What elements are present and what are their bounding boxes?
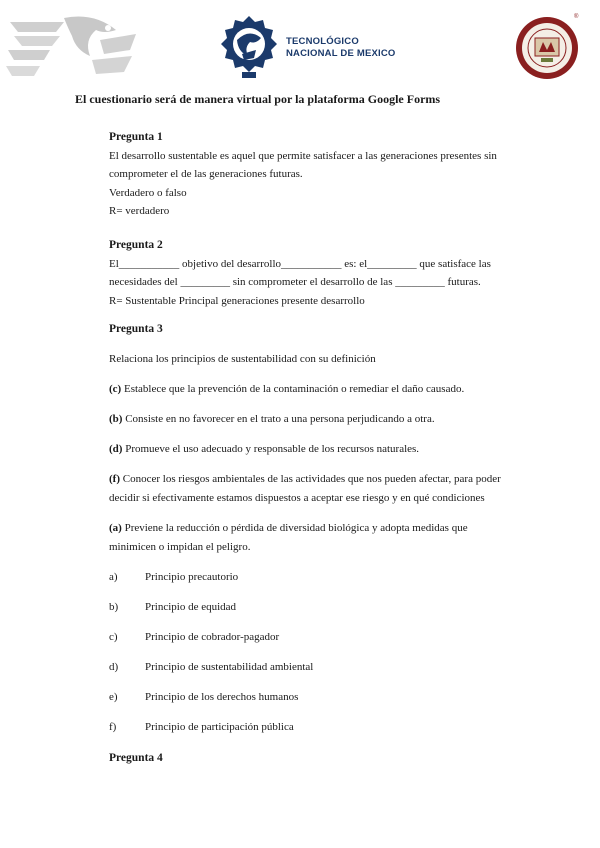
- question-2-answer: R= Sustentable Principal generaciones presente desarrollo: [109, 294, 365, 307]
- option-letter: a): [109, 571, 118, 583]
- definition-key: (f): [109, 473, 120, 485]
- option-text: Principio de los derechos humanos: [145, 691, 299, 703]
- question-3-title-block: [109, 320, 529, 339]
- definition-text: Previene la reducción o pérdida de diversidad biológica y adopta medidas que: [121, 522, 468, 534]
- question-1-line3: Verdadero o falso: [109, 186, 187, 199]
- option-letter: d): [109, 661, 119, 673]
- option-text: Principio de participación pública: [145, 721, 294, 733]
- tecnm-logo-icon: [220, 14, 278, 80]
- option-text: Principio de sustentabilidad ambiental: [145, 661, 314, 673]
- question-2-title: Pregunta 2: [109, 239, 163, 251]
- option-item: [109, 568, 529, 587]
- intro-text: El cuestionario será de manera virtual por la plataforma Google Forms: [75, 92, 441, 106]
- definition-key: (a): [109, 522, 122, 534]
- option-item: [109, 628, 529, 647]
- definition-item: [109, 440, 529, 459]
- definition-item: [109, 410, 529, 429]
- option-letter: b): [109, 601, 119, 613]
- question-1-line2: comprometer el de las generaciones futuras.: [109, 168, 303, 180]
- definition-text-cont: minimicen o impidan el peligro.: [109, 540, 251, 553]
- definition-item: [109, 380, 529, 399]
- page-header: [0, 0, 600, 92]
- question-2: [109, 236, 529, 310]
- definition-text: Conocer los riesgos ambientales de las actividades que nos pueden afectar, para poder: [120, 473, 501, 485]
- option-text: Principio de cobrador-pagador: [145, 631, 280, 643]
- sep-eagle-logo: [4, 10, 144, 82]
- definition-text-cont: decidir si efectivamente estamos dispuestos a aceptar ese riesgo y en qué condiciones: [109, 491, 485, 504]
- option-item: [109, 688, 529, 707]
- institution-name-line2: NACIONAL DE MEXICO: [286, 48, 396, 59]
- definition-item: [109, 470, 529, 507]
- question-1-answer: R= verdadero: [109, 205, 170, 217]
- registered-mark: ®: [574, 14, 579, 20]
- institution-name: [286, 36, 396, 60]
- option-item: [109, 658, 529, 677]
- question-2-line2: necesidades del _________ sin comprometer el desarrollo de las _________ futuras.: [109, 276, 481, 288]
- question-2-line1: El___________ objetivo del desarrollo___________ es: el_________ que satisface las: [109, 257, 491, 270]
- definition-text: Establece que la prevención de la contaminación o remediar el daño causado.: [121, 383, 465, 395]
- definition-text: Promueve el uso adecuado y responsable de los recursos naturales.: [122, 443, 420, 455]
- definition-text: Consiste en no favorecer en el trato a una persona perjudicando a otra.: [122, 413, 435, 425]
- option-letter: e): [109, 691, 118, 703]
- option-text: Principio precautorio: [145, 571, 239, 583]
- question-1-title: Pregunta 1: [109, 131, 163, 143]
- question-1: [109, 128, 529, 221]
- definition-key: (b): [109, 413, 123, 425]
- institute-seal-icon: [515, 16, 579, 80]
- option-text: Principio de equidad: [145, 601, 237, 613]
- option-letter: f): [109, 721, 117, 733]
- definition-item: [109, 519, 529, 556]
- question-4-title: Pregunta 4: [109, 752, 163, 764]
- question-4: [109, 749, 529, 768]
- question-3-instruction: [109, 350, 529, 369]
- definition-key: (d): [109, 443, 123, 455]
- definition-key: (c): [109, 383, 122, 395]
- question-3-title: Pregunta 3: [109, 323, 163, 335]
- institution-name-line1: TECNOLÓGICO: [286, 36, 359, 47]
- question-1-line1: El desarrollo sustentable es aquel que permite satisfacer a las generaciones presentes sin: [109, 149, 497, 162]
- option-letter: c): [109, 631, 118, 643]
- option-item: [109, 598, 529, 617]
- option-item: [109, 718, 529, 737]
- question-3-instruction-text: Relaciona los principios de sustentabilidad con su definición: [109, 353, 376, 365]
